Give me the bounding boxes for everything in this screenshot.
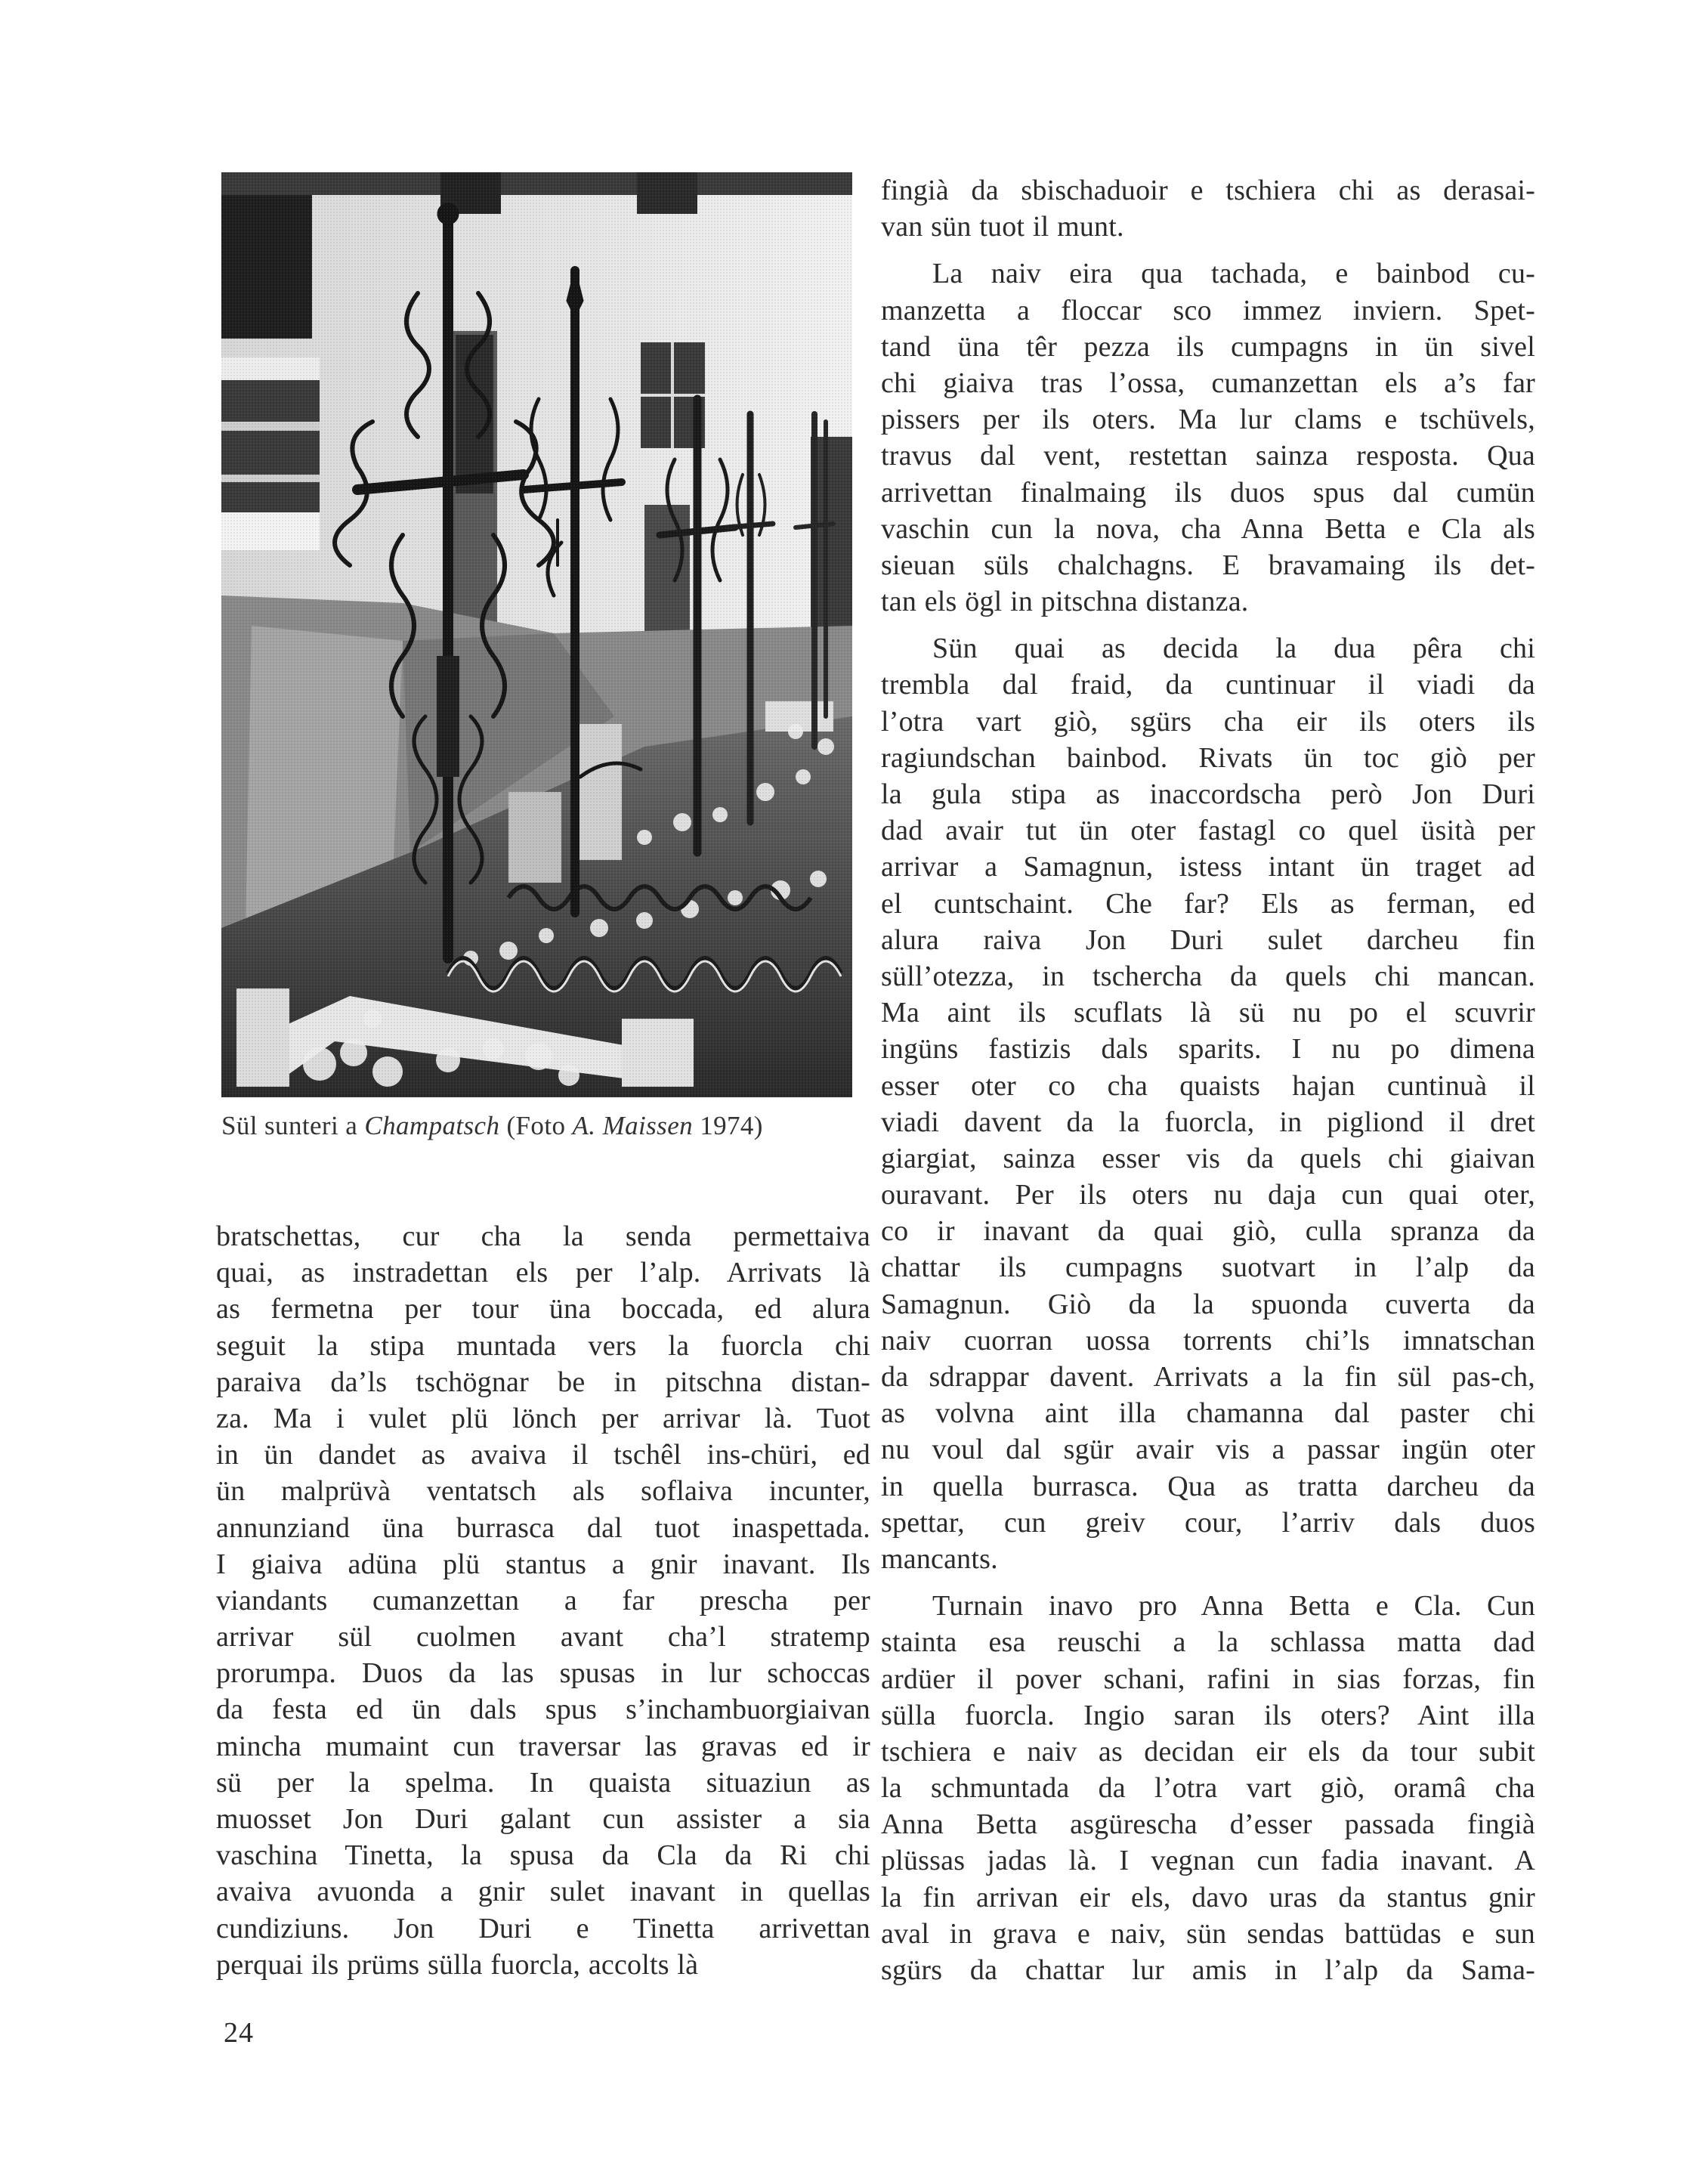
text-line: da sdrappar davent. Arrivats a la fin sül pas-ch, <box>881 1361 1535 1393</box>
text-line: viadi davent da la fuorcla, in pigliond il dret <box>881 1106 1535 1138</box>
text-line: Samagnun. Giò da la spuonda cuverta da <box>881 1288 1535 1320</box>
text-line: sülla fuorcla. Ingio saran ils oters? Aint illa <box>881 1699 1535 1731</box>
text-line: seguit la stipa muntada vers la fuorcla chi <box>216 1329 870 1362</box>
text-line: avaiva avuonda a gnir sulet inavant in quellas <box>216 1876 870 1908</box>
text-line: nu voul dal sgür avair vis a passar ingün oter <box>881 1434 1535 1466</box>
text-line: ün malprüvà ventatsch als soflaiva incunter, <box>216 1475 870 1508</box>
text-line: süll’otezza, in tschercha da quels chi mancan. <box>881 960 1535 992</box>
text-line: in ün dandet as avaiva il tschêl ins-chüri, ed <box>216 1439 870 1471</box>
paragraph <box>881 630 1535 1577</box>
text-line: stainta esa reuschi a la schlassa matta dad <box>881 1626 1535 1659</box>
text-line: muosset Jon Duri galant cun assister a sia <box>216 1803 870 1835</box>
right-text-column <box>881 172 1535 1988</box>
photo-illustration <box>221 172 852 1097</box>
caption-middle: (Foto <box>499 1111 573 1140</box>
paragraph <box>881 1588 1535 1988</box>
text-line: tand üna têr pezza ils cumpagns in ün sivel <box>881 330 1535 363</box>
text-line: pissers per ils oters. Ma lur clams e tschüvels, <box>881 404 1535 436</box>
text-line: la gula stipa as inaccordscha però Jon Duri <box>881 778 1535 810</box>
text-line: sieuan süls chalchagns. E bravamaing ils det- <box>881 549 1535 581</box>
text-line: da festa ed ün dals spus s’inchambuorgiaivan <box>216 1694 870 1726</box>
text-line: vaschina Tinetta, la spusa da Cla da Ri chi <box>216 1839 870 1872</box>
text-line: perquai ils prüms sülla fuorcla, accolts là <box>216 1948 699 1981</box>
caption-photographer: A. Maissen <box>572 1111 694 1140</box>
text-line: arrivettan finalmaing ils duos spus dal cumün <box>881 476 1535 509</box>
text-line: chi giaiva tras l’ossa, cumanzettan els a’s far <box>881 367 1535 399</box>
text-line: Sün quai as decida la dua pêra chi <box>932 633 1535 665</box>
text-line: as fermetna per tour üna boccada, ed alura <box>216 1293 870 1326</box>
caption-place: Champatsch <box>364 1111 500 1140</box>
text-line: chattar ils cumpagns suotvart in l’alp da <box>881 1251 1535 1284</box>
text-line: cundiziuns. Jon Duri e Tinetta arrivettan <box>216 1912 870 1944</box>
text-line: bratschettas, cur cha la senda permettaiva <box>216 1220 870 1252</box>
text-line: Turnain inavo pro Anna Betta e Cla. Cun <box>932 1590 1535 1623</box>
caption-suffix: 1974) <box>693 1111 763 1140</box>
paragraph <box>216 1218 870 1983</box>
text-line: el cuntschaint. Che far? Els as ferman, ed <box>881 887 1535 920</box>
text-line: viandants cumanzettan a far prescha per <box>216 1584 870 1616</box>
text-line: as volvna aint illa chamanna dal paster chi <box>881 1397 1535 1430</box>
caption-prefix: Sül sunteri a <box>221 1111 365 1140</box>
text-line: Anna Betta asgürescha d’esser passada fingià <box>881 1808 1535 1841</box>
text-line: vaschin cun la nova, cha Anna Betta e Cla als <box>881 512 1535 545</box>
paragraph <box>881 172 1535 245</box>
text-line: plüssas jadas là. I vegnan cun fadia inavant. A <box>881 1845 1535 1877</box>
text-line: ouravant. Per ils oters nu daja cun quai oter, <box>881 1179 1535 1211</box>
text-line: in quella burrasca. Qua as tratta darcheu da <box>881 1470 1535 1502</box>
text-line: dad avair tut ün oter fastagl co quel üsità per <box>881 815 1535 847</box>
text-line: mincha mumaint cun traversar las gravas ed ir <box>216 1730 870 1762</box>
text-line: l’otra vart giò, sgürs cha eir ils oters ils <box>881 705 1535 738</box>
text-line: prorumpa. Duos da las spusas in lur schoccas <box>216 1657 870 1690</box>
page-number: 24 <box>224 2017 254 2049</box>
text-line: mancants. <box>881 1542 998 1575</box>
text-line: ragiundschan bainbod. Rivats ün toc giò per <box>881 741 1535 774</box>
photo-caption <box>221 1108 852 1144</box>
text-line: naiv cuorran uossa torrents chi’ls imnatschan <box>881 1324 1535 1356</box>
cemetery-photo <box>221 172 852 1097</box>
text-line: arrivar a Samagnun, istess intant ün traget ad <box>881 851 1535 883</box>
text-line: giargiat, sainza esser vis da quels chi giaivan <box>881 1142 1535 1174</box>
left-text-column <box>216 1218 870 1983</box>
text-line: la schmuntada da l’otra vart giò, oramâ cha <box>881 1772 1535 1805</box>
text-line: arrivar sül cuolmen avant cha’l stratemp <box>216 1621 870 1653</box>
text-line: alura raiva Jon Duri sulet darcheu fin <box>881 923 1535 956</box>
text-line: annunziand üna burrasca dal tuot inaspettada. <box>216 1511 870 1544</box>
text-line: esser oter co cha quaists hajan cuntinuà il <box>881 1069 1535 1102</box>
text-line: trembla dal fraid, da cuntinuar il viadi da <box>881 669 1535 701</box>
text-line: sü per la spelma. In quaista situaziun as <box>216 1766 870 1799</box>
text-line: aval in grava e naiv, sün sendas battüdas e sun <box>881 1917 1535 1950</box>
text-line: van sün tuot il munt. <box>881 211 1124 243</box>
text-line: tschiera e naiv as decidan eir els da tour subit <box>881 1735 1535 1768</box>
text-line: co ir inavant da quai giò, culla spranza da <box>881 1215 1535 1248</box>
text-line: tan els ögl in pitschna distanza. <box>881 586 1249 618</box>
text-line: La naiv eira qua tachada, e bainbod cu- <box>932 258 1535 290</box>
text-line: travus dal vent, restettan sainza resposta. Qua <box>881 440 1535 472</box>
text-line: ardüer il pover schani, rafini in sias forzas, fin <box>881 1663 1535 1695</box>
text-line: Ma aint ils scuflats là sü nu po el scuvrir <box>881 997 1535 1029</box>
text-line: spettar, cun greiv cour, l’arriv dals duos <box>881 1506 1535 1539</box>
text-line: sgürs da chattar lur amis in l’alp da Sama- <box>881 1954 1535 1986</box>
text-line: paraiva da’ls tschögnar be in pitschna distan- <box>216 1366 870 1398</box>
paragraph <box>881 255 1535 620</box>
text-line: fingià da sbischaduoir e tschiera chi as derasai- <box>881 175 1535 206</box>
text-line: quai, as instradettan els per l’alp. Arrivats là <box>216 1257 870 1289</box>
text-line: I giaiva adüna plü stantus a gnir inavant. Ils <box>216 1548 870 1580</box>
text-line: la fin arrivan eir els, davo uras da stantus gnir <box>881 1881 1535 1913</box>
text-line: ingüns fastizis dals sparits. I nu po dimena <box>881 1033 1535 1066</box>
text-line: za. Ma i vulet plü lönch per arrivar là. Tuot <box>216 1402 870 1434</box>
text-line: manzetta a floccar sco immez inviern. Spet- <box>881 294 1535 326</box>
